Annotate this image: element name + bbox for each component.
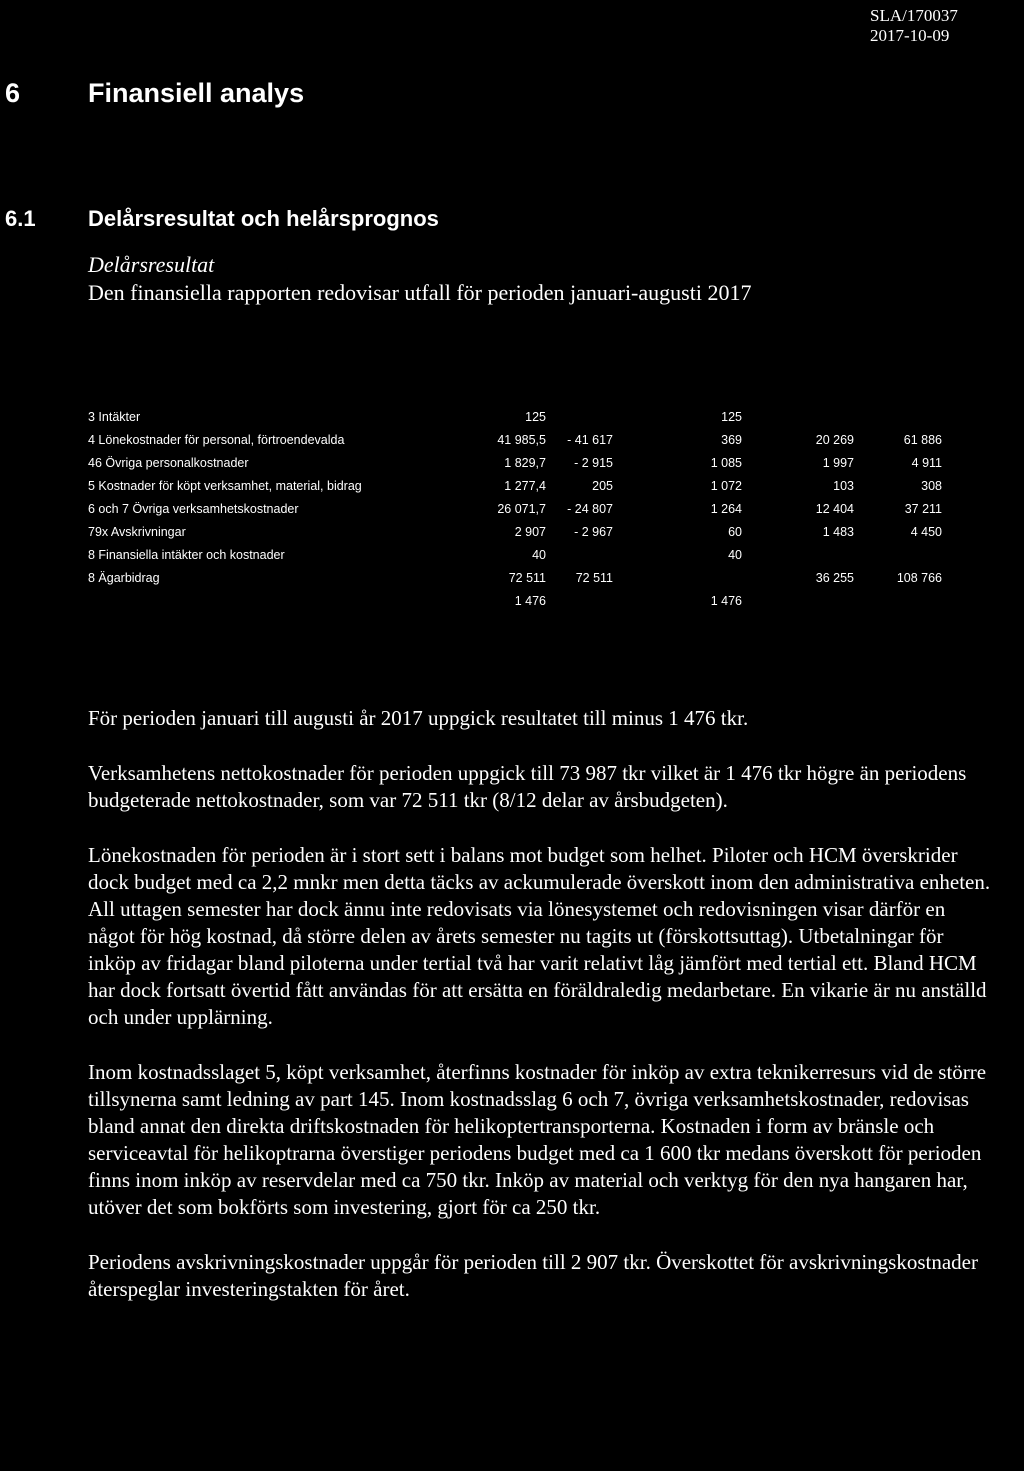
section-number: 6 (5, 78, 21, 108)
subsection-title: Delårsresultat och helårsprognos (88, 206, 439, 231)
body-text (88, 705, 993, 1331)
table-cell: 1 997 (822, 455, 854, 470)
financial-table-body (88, 405, 942, 612)
table-cell: - 2 967 (574, 524, 613, 539)
row-label: 3 Intäkter (88, 409, 141, 424)
table-cell: - 41 617 (567, 432, 613, 447)
paragraph-net-costs: Verksamhetens nettokostnader för perioden uppgick till 73 987 tkr vilket är 1 476 tkr högre än periodens budgeterade nettokostnader, som var 72 511 tkr (8/12 delar av årsbudgeten). (88, 761, 967, 812)
document-reference (870, 6, 958, 46)
table-cell (742, 543, 854, 566)
table-cell: 60 (728, 524, 742, 539)
table-cell: 125 (721, 409, 742, 424)
subsection-heading (5, 206, 439, 232)
table-cell: 1 476 (710, 593, 742, 608)
paragraph-salary: Lönekostnaden för perioden är i stort sett i balans mot budget som helhet. Piloter och HCM överskrider dock budget med ca 2,2 mnkr men detta täcks av ackumulerade överskott inom den administrativa enheten. All uttagen semester har dock ännu inte redovisats via lönesystemet och redovisningen visar därför en något för hög kostnad, då större delen av årets semester nu tagits ut (förskottsuttag). Utbetalningar för inköp av fridagar bland piloterna under tertial två har varit relativt låg jämfört med tertial ett. Bland HCM har dock fortsatt övertid fått användas för att ersätta en föräldraledig medarbetare. En vikarie är nu anställd och under upplärning. (88, 843, 991, 1029)
table-cell: 103 (833, 478, 854, 493)
table-cell (742, 405, 854, 428)
table-cell (546, 589, 613, 612)
row-label: 8 Finansiella intäkter och kostnader (88, 547, 285, 562)
table-row (88, 474, 942, 497)
section-title: Finansiell analys (88, 78, 305, 108)
table-cell: - 2 915 (574, 455, 613, 470)
table-cell (546, 543, 613, 566)
table-cell: 61 886 (903, 432, 942, 447)
table-cell: - 24 807 (567, 501, 613, 516)
section-heading (5, 78, 304, 109)
table-cell (742, 589, 854, 612)
table-cell: 1 483 (822, 524, 854, 539)
financial-table (88, 405, 942, 612)
row-label: 8 Ägarbidrag (88, 570, 160, 585)
table-cell: 205 (592, 478, 613, 493)
table-cell: 4 911 (911, 455, 942, 470)
reference-date: 2017-10-09 (870, 26, 950, 45)
table-row (88, 428, 942, 451)
table-cell (854, 543, 942, 566)
intro-text: Den finansiella rapporten redovisar utfall för perioden januari-augusti 2017 (88, 280, 752, 305)
table-cell: 308 (921, 478, 942, 493)
row-label: 46 Övriga personalkostnader (88, 455, 249, 470)
row-label (88, 589, 458, 612)
row-label: 79x Avskrivningar (88, 524, 186, 539)
table-row (88, 497, 942, 520)
table-cell: 37 211 (904, 501, 942, 516)
table-cell: 26 071,7 (497, 501, 546, 516)
row-label: 6 och 7 Övriga verksamhetskostnader (88, 501, 299, 516)
table-cell: 72 511 (508, 570, 546, 585)
paragraph-cost-types: Inom kostnadsslaget 5, köpt verksamhet, återfinns kostnader för inköp av extra teknikerresurs vid de större tillsynerna samt ledning av part 145. Inom kostnadsslag 6 och 7, övriga verksamhetskostnader, redovisas bland annat den direkta driftskostnaden för helikoptertransporterna. Kostnaden i form av bränsle och serviceavtal för helikoptrarna överstiger periodens budget med ca 1 600 tkr medans överskott för perioden finns inom inköp av reservdelar med ca 750 tkr. Inköp av material och verktyg för den nya hangaren har, utöver det som bokförts som investering, gjort för ca 250 tkr. (88, 1060, 987, 1219)
table-cell (854, 589, 942, 612)
table-cell: 40 (728, 547, 742, 562)
table-cell: 20 269 (815, 432, 854, 447)
table-cell: 41 985,5 (497, 432, 546, 447)
table-cell (854, 405, 942, 428)
table-row (88, 520, 942, 543)
table-row (88, 451, 942, 474)
subsection-number: 6.1 (5, 206, 36, 231)
table-cell: 72 511 (575, 570, 613, 585)
table-cell (546, 405, 613, 428)
table-row (88, 543, 942, 566)
table-row (88, 566, 942, 589)
reference-number: SLA/170037 (870, 6, 958, 25)
table-cell: 12 404 (815, 501, 854, 516)
paragraph-depreciation: Periodens avskrivningskostnader uppgår för perioden till 2 907 tkr. Överskottet för avskrivningskostnader återspeglar investeringstakten för året. (88, 1250, 978, 1301)
table-cell: 369 (721, 432, 742, 447)
table-cell: 108 766 (896, 570, 942, 585)
row-label: 4 Lönekostnader för personal, förtroendevalda (88, 432, 345, 447)
sub-heading: Delårsresultat (88, 252, 215, 277)
table-cell: 125 (525, 409, 546, 424)
table-cell: 1 277,4 (504, 478, 546, 493)
table-row (88, 589, 942, 612)
table-cell: 1 264 (710, 501, 742, 516)
table-cell: 40 (532, 547, 546, 562)
table-cell (613, 566, 742, 589)
table-cell: 2 907 (514, 524, 546, 539)
table-cell: 1 476 (514, 593, 546, 608)
paragraph-result: För perioden januari till augusti år 2017 uppgick resultatet till minus 1 476 tkr. (88, 706, 749, 730)
table-row (88, 405, 942, 428)
table-cell: 36 255 (815, 570, 854, 585)
table-cell: 1 829,7 (504, 455, 546, 470)
table-cell: 1 085 (710, 455, 742, 470)
row-label: 5 Kostnader för köpt verksamhet, material, bidrag (88, 478, 362, 493)
table-cell: 1 072 (710, 478, 742, 493)
table-cell: 4 450 (910, 524, 942, 539)
